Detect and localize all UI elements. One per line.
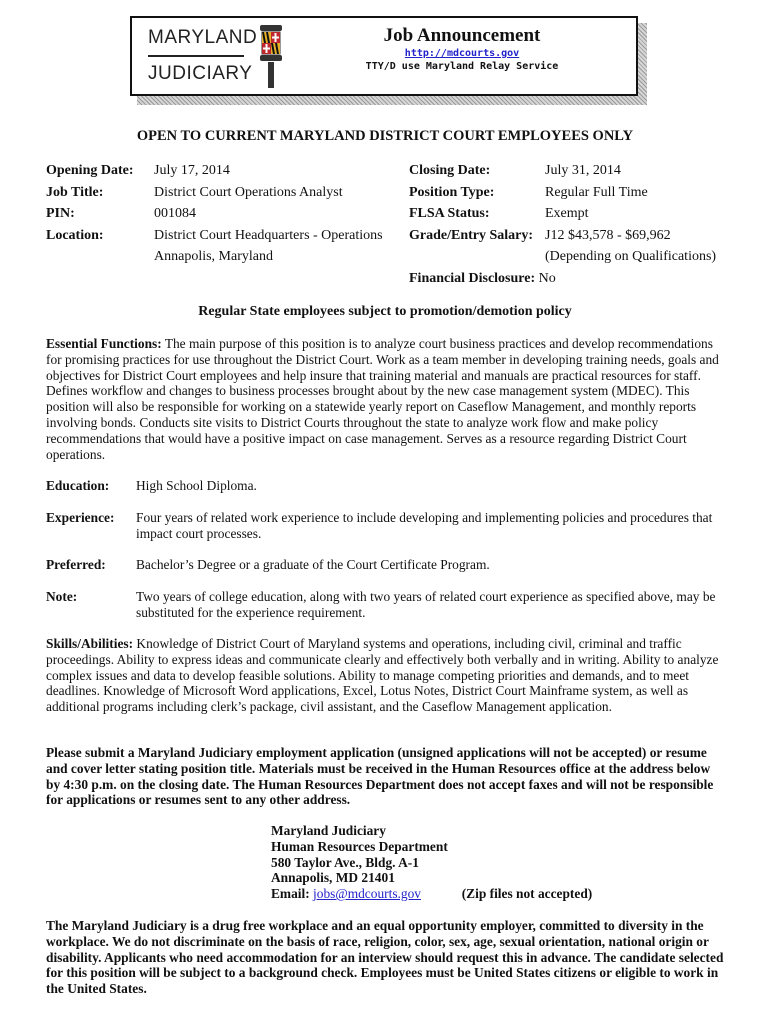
submission-instructions: Please submit a Maryland Judiciary employment application (unsigned applications will not be accepted) or resume and cover letter stating position title. Materials must be received in the Human Resources office at the address below by 4:30 p.m. on the closing date. The Human Resources Department does not accept faxes and will not be responsible for applications or resumes sent to any other address. xyxy=(46,745,714,808)
zip-note: (Zip files not accepted) xyxy=(461,886,593,902)
pin-label: PIN: xyxy=(46,206,75,221)
experience-text: Four years of related work experience to include developing and implementing policies and procedures that impact court processes. xyxy=(136,510,713,541)
gavel-icon xyxy=(254,24,288,90)
logo-rule xyxy=(148,55,244,57)
email-row xyxy=(271,886,592,902)
flsa-status-label: FLSA Status: xyxy=(409,206,490,221)
job-title-value: District Court Operations Analyst xyxy=(154,184,343,200)
financial-disclosure-row xyxy=(409,268,556,290)
flsa-status-value: Exempt xyxy=(545,206,589,221)
financial-disclosure-label: Financial Disclosure: xyxy=(409,271,536,286)
details-values-left xyxy=(154,160,383,268)
email-link[interactable]: jobs@mdcourts.gov xyxy=(313,886,421,902)
salary-value: J12 $43,578 - $69,962 xyxy=(545,227,671,243)
eligibility-headline: OPEN TO CURRENT MARYLAND DISTRICT COURT EMPLOYEES ONLY xyxy=(136,128,634,144)
details-labels-left xyxy=(46,160,134,246)
location-label: Location: xyxy=(46,227,104,243)
location-value-line2: Annapolis, Maryland xyxy=(154,249,273,264)
email-label: Email: xyxy=(271,886,310,902)
education-text: High School Diploma. xyxy=(136,478,257,493)
address-line1: Maryland Judiciary xyxy=(271,823,386,838)
essential-functions-label: Essential Functions: xyxy=(46,336,162,351)
essential-functions-paragraph xyxy=(46,336,726,462)
header-box xyxy=(130,16,638,96)
details-values-right xyxy=(545,160,716,268)
page-title: Job Announcement xyxy=(383,25,541,46)
position-type-label: Position Type: xyxy=(409,184,495,200)
preferred-label: Preferred: xyxy=(46,557,106,572)
education-label: Education: xyxy=(46,478,110,493)
job-title-label: Job Title: xyxy=(46,184,104,200)
preferred-text: Bachelor’s Degree or a graduate of the Court Certificate Program. xyxy=(136,557,490,572)
address-line2: Human Resources Department xyxy=(271,838,448,854)
pin-value: 001084 xyxy=(154,206,196,221)
note-label: Note: xyxy=(46,589,78,604)
address-line4: Annapolis, MD 21401 xyxy=(271,870,395,886)
opening-date-value: July 17, 2014 xyxy=(154,163,230,178)
closing-date-label: Closing Date: xyxy=(409,163,491,178)
details-labels-right xyxy=(409,160,533,246)
salary-label: Grade/Entry Salary: xyxy=(409,227,534,243)
essential-functions-text: The main purpose of this position is to analyze court business practices and develop recommendations for promising practices for use throughout the District Court. Work as a team member in developing training needs, goals and objectives for District Court employees and help insure that training material and manuals are practical resources for staff. Defines workflow and changes to business processes brought about by the new case management system (MDEC). This position will also be responsible for working on a statewide yearly report on Caseflow Management, and monthly reports involving bonds. Conducts site visits to District Courts throughout the state to analyze work flow and make policy recommendations that would have a positive impact on case management. Serves as a resource regarding District Court operations. xyxy=(46,336,719,462)
note-text: Two years of college education, along with two years of related court experience as specified above, may be substituted for the experience requirement. xyxy=(136,589,716,620)
mailing-address xyxy=(271,823,592,902)
skills-text: Knowledge of District Court of Maryland systems and operations, including civil, criminal and traffic proceedings. Ability to express ideas and communicate clearly and effectively both verbally and in writing. Ability to analyze complex issues and data to develop feasible solutions. Ability to manage competing priorities and demands, and to meet deadlines. Knowledge of Microsoft Word applications, Excel, Lotus Notes, District Court Mainframe system, as well as additional programs including clerk’s package, civil assistant, and the Caseflow Management application. xyxy=(46,636,719,715)
logo-word-maryland: MARYLAND xyxy=(148,27,258,48)
financial-disclosure-value: No xyxy=(538,271,556,286)
skills-paragraph xyxy=(46,636,726,715)
opening-date-label: Opening Date: xyxy=(46,163,134,178)
location-value-line1: District Court Headquarters - Operations xyxy=(154,227,383,243)
skills-label: Skills/Abilities: xyxy=(46,636,134,651)
title-block xyxy=(312,26,612,73)
address-line3: 580 Taylor Ave., Bldg. A-1 xyxy=(271,854,419,870)
maryland-flag-icon xyxy=(262,32,280,54)
closing-date-value: July 31, 2014 xyxy=(545,163,621,178)
experience-label: Experience: xyxy=(46,510,115,525)
salary-note: (Depending on Qualifications) xyxy=(545,249,717,264)
logo-word-judiciary: JUDICIARY xyxy=(148,63,253,84)
tty-note: TTY/D use Maryland Relay Service xyxy=(365,60,559,72)
eeo-statement: The Maryland Judiciary is a drug free workplace and an equal opportunity employer, committed to diversity in the workplace. We do not discriminate on the basis of race, religion, color, sex, age, sexual orientation, national origin or disability. Applicants who need accommodation for an interview should request this in advance. The candidate selected for this position will be subject to a background check. Employees must be United States citizens or eligible to work in the United States. xyxy=(46,918,724,997)
website-link[interactable]: http://mdcourts.gov xyxy=(404,47,520,59)
policy-note: Regular State employees subject to promotion/demotion policy xyxy=(198,304,572,319)
position-type-value: Regular Full Time xyxy=(545,184,648,200)
maryland-judiciary-logo xyxy=(148,24,288,90)
